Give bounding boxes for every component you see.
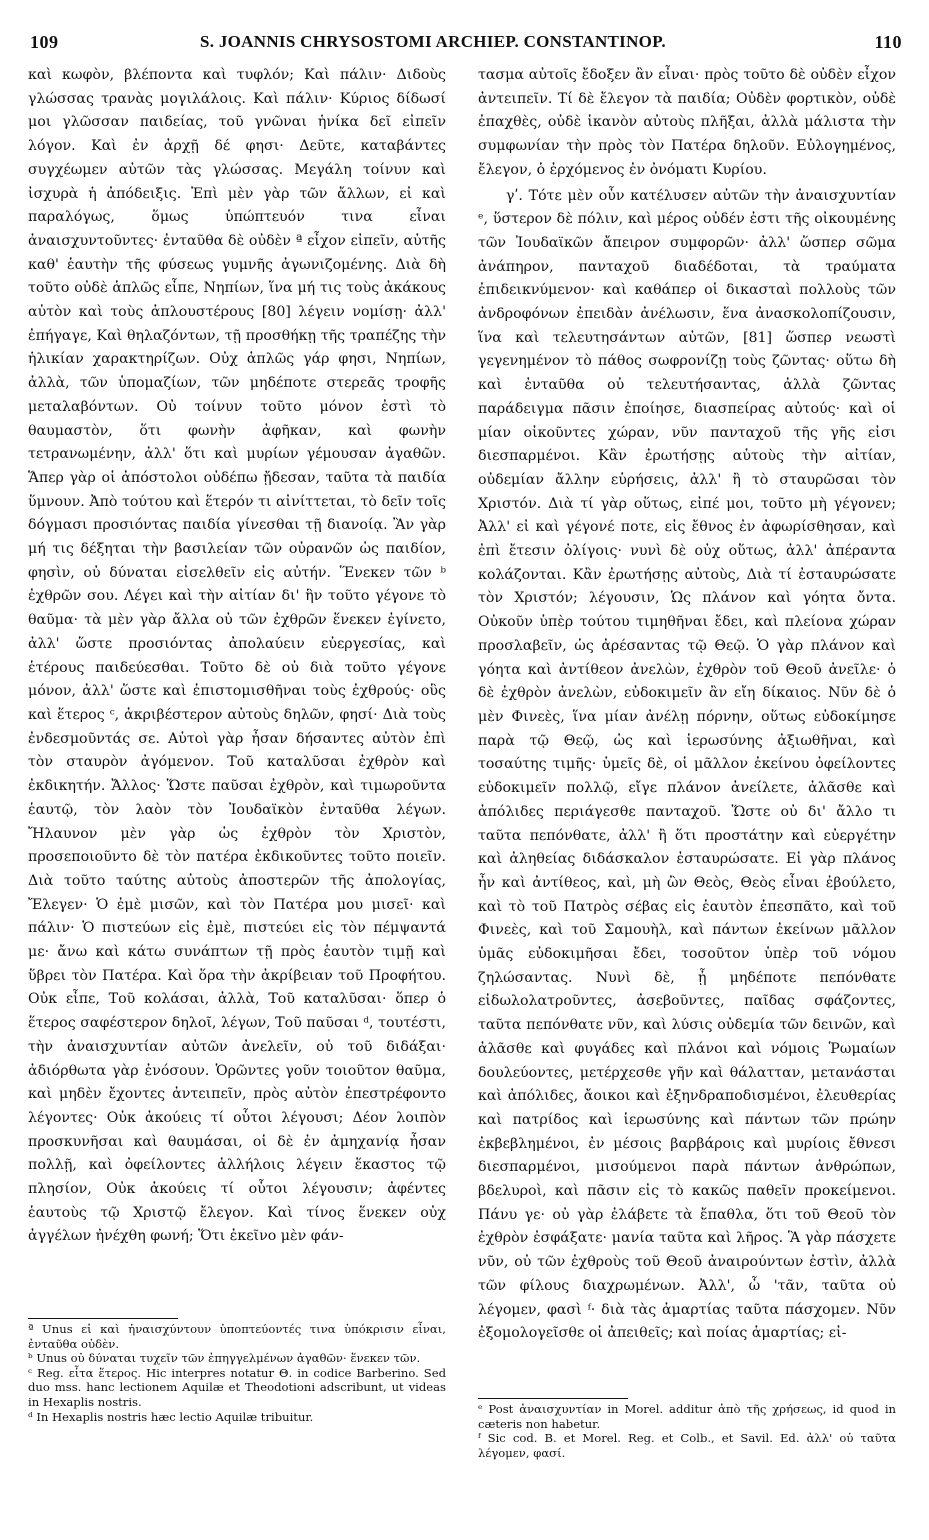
left-paragraph-1: καὶ κωφὸν, βλέποντα καὶ τυφλόν; Καὶ πάλιν· Διδοὺς γλώσσας τρανὰς μογιλάλοις. Καὶ πάλιν· Κύριος δίδωσί μοι γλῶσσαν παιδείας, τοῦ γνῶναι ἡνίκα δεῖ εἰπεῖν λόγον. Καὶ ἐν ἀρχῇ δέ φησι· Δεῦτε, καταβάντες συγχέωμεν αὐτῶν τὰς γλώσσας. Μεγάλη τοίνυν καὶ ἰσχυρὰ ἡ ἀπόδειξις. Ἐπὶ μὲν γὰρ τῶν ἄλλων, εἰ καὶ παραλόγως, ὅμως ὑπώπτευόν τινα εἶναι ἀναισχυντοῦντες· ἐνταῦθα δὲ οὐδὲν ª εἶχον εἰπεῖν, αὐτῆς καθ' ἑαυτὴν τῆς φύσεως γυμνῆς ἀγωνιζομένης. Διὰ δὴ τοῦτο οὐδὲ ἁπλῶς εἶπε, Νηπίων, ἵνα μή τις τοὺς ἀκάκους αὐτὸν καὶ τοὺς ἁπλουστέρους [80] λέγειν νομίσῃ· ἀλλ' ἐπήγαγε, Καὶ θηλαζόντων, τῇ προσθήκῃ τῆς τραπέζης τὴν ἡλικίαν χαρακτηρίζων. Οὐχ ἁπλῶς γάρ φησι, Νηπίων, ἀλλὰ, τῶν ὑπομαζίων, τῶν μηδέποτε στερεᾶς τροφῆς μεταλαβόντων. Οὐ τοίνυν τοῦτο μόνον ἐστὶ τὸ θαυμαστὸν, ὅτι φωνὴν ἀφῆκαν, καὶ φωνὴν τετρανωμένην, ἀλλ' ὅτι καὶ μυρίων γέμουσαν ἀγαθῶν. Ἅπερ γὰρ οἱ ἀπόστολοι οὐδέπω ᾔδεσαν, ταῦτα τὰ παιδία ὕμνουν. Ἀπὸ τούτου καὶ ἕτερόν τι αἰνίττεται, τὸ δεῖν τοῖς δόγμασι προσιόντας παιδία γίνεσθαι τῇ διανοίᾳ. Ἂν γὰρ μή τις δέξηται τὴν βασιλείαν τῶν οὐρανῶν ὡς παιδίον, φησὶν, οὐ δύναται εἰσελθεῖν εἰς αὐτήν. Ἕνεκεν τῶν ᵇ ἐχθρῶν σου. Λέγει καὶ τὴν αἰτίαν δι' ἣν τοῦτο γέγονε τὸ θαῦμα· τὰ μὲν γὰρ ἄλλα οὐ τῶν ἐχθρῶν ἕνεκεν ἐγίνετο, ἀλλ' ὥστε προσιόντας ἀπολαύειν εὐεργεσίας, καὶ ἑτέρους παιδεύεσθαι. Τοῦτο δὲ οὐ διὰ τοῦτο γέγονε μόνον, ἀλλ' ὥστε καὶ ἐπιστομισθῆναι τοὺς ἐχθρούς· οὓς καὶ ἕτερος ᶜ, ἀκριβέστερον αὐτοὺς δηλῶν, φησί· Διὰ τοὺς ἐνδεσμοῦντάς σε. Αὐτοὶ γὰρ ἦσαν δήσαντες αὐτὸν ἐπὶ τὸν σταυρὸν ἀγόμενον. Τοῦ καταλῦσαι ἐχθρὸν καὶ ἐκδικητήν. Ἄλλος· Ὥστε παῦσαι ἐχθρὸν, καὶ τιμωροῦντα ἑαυτῷ, τὸν λαὸν τὸν Ἰουδαϊκὸν ἐνταῦθα λέγων. Ἤλαυνον μὲν γὰρ ὡς ἐχθρὸν τὸν Χριστὸν, προσεποιοῦντο δὲ τὸν πατέρα ἐκδικοῦντες τοῦτο ποιεῖν. Διὰ τοῦτο ταύτης αὐτοὺς ἀποστερῶν τῆς ἀπολογίας, Ἔλεγεν· Ὁ ἐμὲ μισῶν, καὶ τὸν Πατέρα μου μισεῖ· καὶ πάλιν· Ὁ πιστεύων εἰς ἐμὲ, πιστεύει εἰς τὸν πέμψαντά με· ἄνω καὶ κάτω συνάπτων τῇ πρὸς ἑαυτὸν τιμῇ καὶ ὕβρει τὸν Πατέρα. Καὶ ὅρα τὴν ἀκρίβειαν τοῦ Προφήτου. Οὐκ εἶπε, Τοῦ κολάσαι, ἀλλὰ, Τοῦ καταλῦσαι· ὅπερ ὁ ἕτερος σαφέστερον δηλοῖ, λέγων, Τοῦ παῦσαι ᵈ, τουτέστι, τὴν ἀναισχυντίαν αὐτῶν ἀνελεῖν, οὐ τοῦ διδάξαι· ἀδιόρθωτα γὰρ ἐνόσουν. Ὁρῶντες γοῦν τοιοῦτον θαῦμα, καὶ μηδὲν ἔχοντες ἀντειπεῖν, πρὸς αὐτὸν ἐπεστρέφοντο λέγοντες· Οὐκ ἀκούεις τί οὗτοι λέγουσι; Δέον λοιπὸν προσκυνῆσαι καὶ θαυμάσαι, οἱ δὲ ἐν ἀμηχανίᾳ ἦσαν πολλῇ, καὶ ὀφείλοντες ἀλλήλοις λέγειν ἕκαστος τῷ πλησίον, Οὐκ ἀκούεις τί οὗτοι λέγουσιν; ἀφέντες ἑαυτοὺς τῷ Χριστῷ ἔλεγον. Καὶ τίνος ἕνεκεν οὐχ ἀγγέλων ἠνέχθη φωνή; Ὅτι ἐκεῖνο μὲν φάν- (28, 67, 446, 1245)
page-number-left: 109 (30, 32, 59, 52)
footnote-rule-left (28, 1318, 178, 1319)
footnotes-left (28, 1322, 446, 1424)
right-column (478, 64, 896, 1346)
footnote-a: ª Unus εἰ καὶ ἠναισχύντουν ὑποπτεύοντές τινα ὑπόκρισιν εἶναι, ἐνταῦθα οὐδὲν. (28, 1322, 446, 1351)
footnote-c: ᶜ Reg. εἶτα ἕτερος. Hic interpres notatur Θ. in codice Barberino. Sed duo mss. hanc lectionem Aquilæ et Theodotioni adscribunt, ut videas in Hexaplis nostris. (28, 1365, 446, 1409)
page-header (28, 30, 904, 56)
footnote-f: ᶠ Sic cod. B. et Morel. Reg. et Colb., et Savil. Ed. ἀλλ' οὐ ταῦτα λέγομεν, φασί. (478, 1431, 896, 1460)
left-column (28, 64, 446, 1249)
running-title: S. JOANNIS CHRYSOSTOMI ARCHIEP. CONSTANTINOP. (200, 32, 666, 51)
footnote-b: ᵇ Unus οὐ δύναται τυχεῖν τῶν ἐπηγγελμένων ἀγαθῶν· ἕνεκεν τῶν. (28, 1351, 421, 1366)
footnote-d: ᵈ In Hexaplis nostris hæc lectio Aquilæ tribuitur. (28, 1409, 314, 1424)
footnote-e: ᵉ Post ἀναισχυντίαν in Morel. additur ἀπὸ τῆς χρήσεως, id quod in cæteris non habetur. (478, 1402, 896, 1431)
page-number-right: 110 (874, 32, 902, 52)
right-paragraph-1: τασμα αὐτοῖς ἔδοξεν ἂν εἶναι· πρὸς τοῦτο δὲ οὐδὲν εἶχον ἀντειπεῖν. Τί δὲ ἔλεγον τὰ παιδία; Οὐδὲν φορτικὸν, οὐδὲ ἐπαχθὲς, οὐδὲ ἱκανὸν αὐτοὺς πλῆξαι, ἀλλὰ μάλιστα τὴν συμφωνίαν τὴν πρὸς τὸν Πατέρα δηλοῦν. Εὐλογημένος, ἔλεγον, ὁ ἐρχόμενος ἐν ὀνόματι Κυρίου. (478, 67, 896, 178)
footnotes-right (478, 1402, 896, 1460)
right-paragraph-2: γʹ. Τότε μὲν οὖν κατέλυσεν αὐτῶν τὴν ἀναισχυντίαν ᵉ, ὕστερον δὲ πόλιν, καὶ μέρος οὐδέν ἐστι τῆς οἰκουμένης τῶν Ἰουδαϊκῶν ἄπειρον συμφορῶν· ἀλλ' ὥσπερ σῶμα ἀνάπηρον, πανταχοῦ διαδέδοται, τὰ τραύματα ἐπιδεικνύμενον· καὶ καθάπερ οἱ δικασταὶ πολλοὺς τῶν ἀνδροφόνων ἐπειδὰν ἀνέλωσιν, ἕνα ἀνασκολοπίζουσιν, ἵνα καὶ τελευτησάντων αὐτῶν, [81] ὥσπερ νεωστὶ γεγενημένον τὸ πάθος σωφρονίζῃ τοὺς ζῶντας· οὕτω δὴ καὶ ἐνταῦθα οὐ τελευτήσαντας, ἀλλὰ ζῶντας παράδειγμα πᾶσιν ἐποίησε, διασπείρας αὐτούς· καὶ οἱ μίαν οἰκοῦντες χώραν, νῦν πανταχοῦ τῆς γῆς εἰσι διεσπαρμένοι. Κἂν ἐρωτήσῃς αὐτοὺς τὴν αἰτίαν, οὐδεμίαν ἄλλην εὑρήσεις, ἀλλ' ἢ τὸ σταυρῶσαι τὸν Χριστόν. Διὰ τί γὰρ οὕτως, εἰπέ μοι, τοῦτο μὴ γέγονεν; Ἀλλ' εἰ καὶ γέγονέ ποτε, εἰς ἔθνος ἐν ἀφωρίσθησαν, καὶ ἐπὶ ἔτεσιν ὀλίγοις· νυνὶ δὲ οὐχ οὕτως, ἀλλ' ἀπέραντα κολάζονται. Κἂν ἐρωτήσῃς αὐτοὺς, Διὰ τί ἐσταυρώσατε τὸν Χριστόν; λέγουσιν, Ὡς πλάνον καὶ γόητα ὄντα. Οὐκοῦν ὑπὲρ τούτου τιμηθῆναι ἔδει, καὶ πλείονα χώραν προσλαβεῖν, ὡς ἀρέσαντας τῷ Θεῷ. Ὁ γὰρ πλάνον καὶ γόητα καὶ ἀντίθεον ἀνελὼν, ἐχθρὸν τοῦ Θεοῦ ἀνεῖλε· ὁ δὲ ἐχθρὸν ἀνελὼν, εὐδοκιμεῖν ἂν εἴη δίκαιος. Νῦν δὲ ὁ μὲν Φινεὲς, ἵνα μίαν ἀνέλῃ πόρνην, οὕτως εὐδοκίμησε παρὰ τῷ Θεῷ, ὡς καὶ ἱερωσύνης ἀξιωθῆναι, καὶ τοσαύτης τιμῆς· ὑμεῖς δὲ, οἱ μᾶλλον ἐκείνου ὀφείλοντες εὐδοκιμεῖν πολλῷ, εἴγε πλάνον ἀνείλετε, ἀλᾶσθε καὶ ἀπόλιδες περιάγεσθε πανταχοῦ. Ὥστε οὐ δι' ἄλλο τι ταῦτα πεπόνθατε, ἀλλ' ἢ ὅτι προστάτην καὶ εὐεργέτην καὶ ἀληθείας διδάσκαλον ἐσταυρώσατε. Εἰ γὰρ πλάνος ἦν καὶ ἀντίθεος, καὶ, μὴ ὢν Θεὸς, Θεὸς εἶναι ἐβούλετο, καὶ τὸ τοῦ Πατρὸς σέβας εἰς ἑαυτὸν ἐπεσπᾶτο, καὶ τοῦ Φινεὲς, καὶ τοῦ Σαμουὴλ, καὶ πάντων ἐκείνων μᾶλλον ὑμᾶς εὐδοκιμῆσαι ἔδει, τοσοῦτον ὑπὲρ τοῦ νόμου ζηλώσαντας. Νυνὶ δὲ, ᾗ μηδέποτε πεπόνθατε εἰδωλολατροῦντες, ἀσεβοῦντες, παῖδας σφάζοντες, ταῦτα πεπόνθατε νῦν, καὶ λύσις οὐδεμία τῶν δεινῶν, καὶ ἀλᾶσθε καὶ φυγάδες καὶ πλάνοι καὶ νόμοις Ῥωμαίων δουλεύοντες, μετέρχεσθε γῆν καὶ θάλατταν, μετανάσται καὶ ἀπόλιδες, ἄοικοι καὶ ἐξηνδραποδισμένοι, ἐλευθερίας καὶ πατρίδος καὶ ἱερωσύνης καὶ πάντων τῶν πρώην ἐκβεβλημένοι, ἐν μέσοις βαρβάροις καὶ μυρίοις ἔθνεσι διεσπαρμένοι, μισούμενοι παρὰ πάντων ἀνθρώπων, βδελυροὶ, καὶ πᾶσιν εἰς τὸ κακῶς παθεῖν προκείμενοι. Πάνυ γε· οὐ γὰρ ἐλάβετε τὰ ἔπαθλα, ὅτι τοῦ Θεοῦ τὸν ἐχθρὸν ἐσφάξατε· μανία ταῦτα καὶ λῆρος. Ἃ γὰρ πάσχετε νῦν, οὐ τῶν ἐχθροὺς τοῦ Θεοῦ ἀναιρούντων ἐστὶν, ἀλλὰ τῶν φίλους διαχρωμένων. Ἀλλ', ὦ 'τᾶν, ταῦτα οὐ λέγομεν, φασὶ ᶠ· διὰ τὰς ἁμαρτίας ταῦτα πάσχομεν. Νῦν ἐξομολογεῖσθε οἱ ἀπειθεῖς; καὶ ποίας ἁμαρτίας; εἰ- (478, 187, 896, 1342)
footnote-rule-right (478, 1398, 628, 1399)
